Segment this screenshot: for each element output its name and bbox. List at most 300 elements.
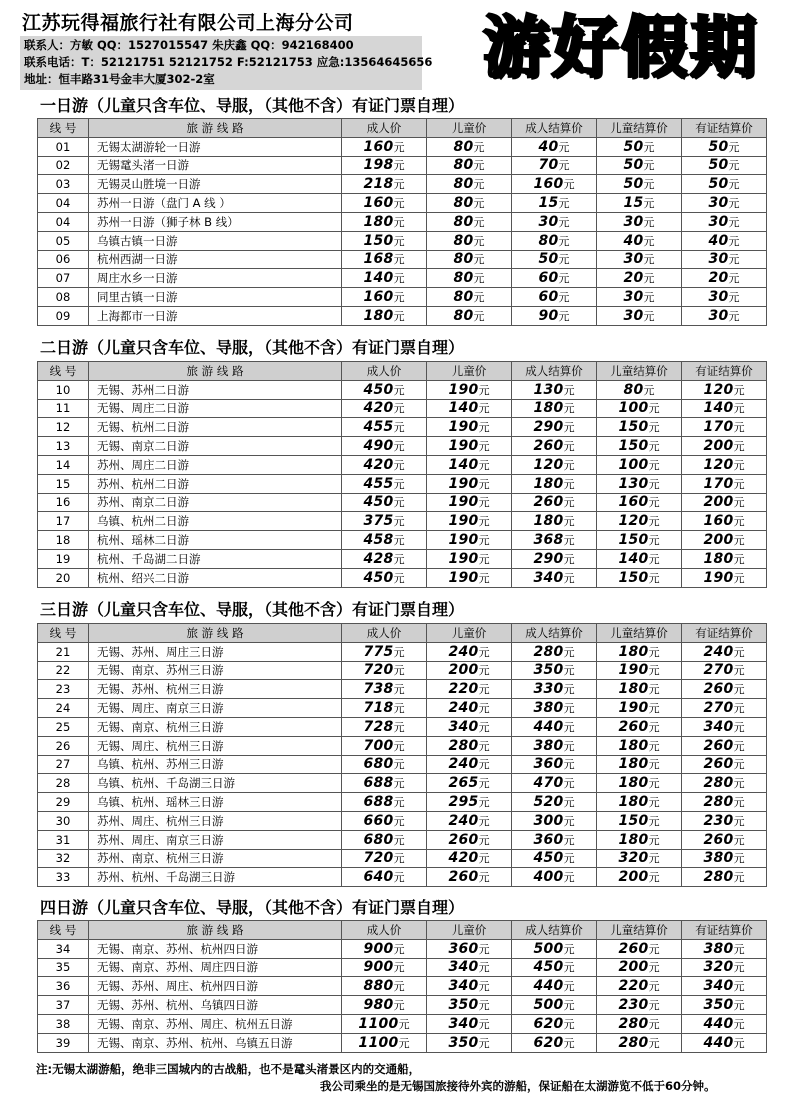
route-number: 18 (38, 531, 89, 550)
currency-unit: 元 (393, 140, 405, 154)
price-cell (427, 250, 512, 269)
price-cell (342, 306, 427, 325)
price-cell (342, 380, 427, 399)
price-cell (427, 774, 512, 793)
price-cell (597, 939, 682, 958)
currency-unit: 元 (478, 796, 490, 810)
currency-unit: 元 (478, 515, 490, 529)
column-header: 成人结算价 (512, 362, 597, 381)
currency-unit: 元 (643, 272, 655, 286)
currency-unit: 元 (563, 739, 575, 753)
currency-unit: 元 (733, 683, 745, 697)
price-value: 40 (708, 232, 729, 249)
price-cell (427, 474, 512, 493)
currency-unit: 元 (733, 739, 745, 753)
currency-unit: 元 (643, 215, 655, 229)
currency-unit: 元 (563, 383, 575, 397)
price-cell (342, 137, 427, 156)
price-cell (682, 512, 767, 531)
table-row (38, 512, 767, 531)
price-value: 428 (363, 550, 394, 567)
price-cell (427, 1033, 512, 1052)
price-value: 180 (533, 400, 564, 417)
table-row (38, 755, 767, 774)
price-cell (682, 531, 767, 550)
price-cell (342, 512, 427, 531)
price-cell (597, 568, 682, 587)
currency-unit: 元 (473, 253, 485, 267)
currency-unit: 元 (643, 197, 655, 211)
price-cell (682, 250, 767, 269)
price-value: 240 (448, 756, 479, 773)
route-name: 乌镇、杭州、苏州三日游 (89, 755, 342, 774)
currency-unit: 元 (733, 961, 745, 975)
price-cell (342, 568, 427, 587)
price-cell (427, 175, 512, 194)
price-cell (597, 288, 682, 307)
currency-unit: 元 (563, 1017, 575, 1031)
currency-unit: 元 (563, 942, 575, 956)
column-header: 线 号 (38, 362, 89, 381)
price-value: 190 (448, 438, 479, 455)
route-number: 39 (38, 1033, 89, 1052)
table-row (38, 736, 767, 755)
price-cell (512, 811, 597, 830)
route-name: 无锡、周庄二日游 (89, 399, 342, 418)
column-header: 儿童结算价 (597, 921, 682, 940)
price-value: 360 (533, 756, 564, 773)
currency-unit: 元 (733, 720, 745, 734)
price-value: 200 (618, 869, 649, 886)
price-cell (342, 680, 427, 699)
section-title-three-day: 三日游（儿童只含车位、导服，（其他不含）有证门票自理） (40, 600, 465, 619)
currency-unit: 元 (648, 702, 660, 716)
currency-unit: 元 (733, 796, 745, 810)
price-cell (427, 418, 512, 437)
price-value: 200 (703, 532, 734, 549)
currency-unit: 元 (478, 833, 490, 847)
currency-unit: 元 (558, 253, 570, 267)
table-row (38, 175, 767, 194)
route-number: 28 (38, 774, 89, 793)
price-value: 450 (533, 959, 564, 976)
price-value: 375 (363, 513, 394, 530)
price-cell (342, 493, 427, 512)
price-cell (427, 269, 512, 288)
route-number: 25 (38, 717, 89, 736)
price-value: 30 (708, 251, 729, 268)
currency-unit: 元 (648, 645, 660, 659)
route-number: 13 (38, 437, 89, 456)
price-cell (597, 830, 682, 849)
table-row (38, 437, 767, 456)
price-value: 900 (363, 940, 394, 957)
price-cell (597, 811, 682, 830)
currency-unit: 元 (478, 999, 490, 1013)
route-name: 苏州、南京二日游 (89, 493, 342, 512)
price-value: 450 (363, 494, 394, 511)
price-value: 150 (618, 812, 649, 829)
price-cell (427, 811, 512, 830)
route-number: 35 (38, 958, 89, 977)
price-cell (427, 437, 512, 456)
price-cell (427, 699, 512, 718)
price-cell (342, 958, 427, 977)
currency-unit: 元 (478, 645, 490, 659)
table-row (38, 642, 767, 661)
price-value: 120 (618, 513, 649, 530)
brand-logo: 游好假期 (483, 9, 759, 86)
price-cell (512, 418, 597, 437)
currency-unit: 元 (648, 942, 660, 956)
route-number: 22 (38, 661, 89, 680)
price-value: 320 (618, 850, 649, 867)
price-cell (597, 137, 682, 156)
currency-unit: 元 (643, 234, 655, 248)
price-cell (682, 288, 767, 307)
price-cell (427, 512, 512, 531)
price-cell (682, 418, 767, 437)
currency-unit: 元 (558, 159, 570, 173)
price-cell (342, 418, 427, 437)
currency-unit: 元 (648, 833, 660, 847)
price-value: 190 (703, 569, 734, 586)
route-number: 01 (38, 137, 89, 156)
column-header: 儿童价 (427, 624, 512, 643)
price-cell (512, 437, 597, 456)
price-cell (342, 811, 427, 830)
currency-unit: 元 (648, 458, 660, 472)
price-value: 170 (703, 475, 734, 492)
price-value: 30 (623, 289, 644, 306)
price-cell (512, 531, 597, 550)
price-value: 420 (448, 850, 479, 867)
currency-unit: 元 (393, 383, 405, 397)
route-number: 16 (38, 493, 89, 512)
price-value: 330 (533, 681, 564, 698)
route-name: 无锡、南京、杭州三日游 (89, 717, 342, 736)
price-value: 775 (363, 643, 394, 660)
currency-unit: 元 (728, 309, 740, 323)
currency-unit: 元 (393, 980, 405, 994)
currency-unit: 元 (478, 980, 490, 994)
currency-unit: 元 (563, 758, 575, 772)
column-header: 成人结算价 (512, 624, 597, 643)
price-value: 260 (703, 681, 734, 698)
price-value: 120 (703, 381, 734, 398)
route-name: 上海都市一日游 (89, 306, 342, 325)
price-cell (512, 288, 597, 307)
currency-unit: 元 (648, 852, 660, 866)
price-value: 80 (453, 289, 474, 306)
currency-unit: 元 (558, 197, 570, 211)
currency-unit: 元 (648, 421, 660, 435)
route-number: 17 (38, 512, 89, 531)
currency-unit: 元 (733, 999, 745, 1013)
price-cell (342, 474, 427, 493)
price-cell (512, 680, 597, 699)
currency-unit: 元 (648, 1017, 660, 1031)
currency-unit: 元 (648, 758, 660, 772)
currency-unit: 元 (558, 291, 570, 305)
price-cell (512, 137, 597, 156)
currency-unit: 元 (733, 664, 745, 678)
price-value: 190 (618, 662, 649, 679)
currency-unit: 元 (393, 942, 405, 956)
price-value: 380 (703, 940, 734, 957)
currency-unit: 元 (473, 309, 485, 323)
price-cell (342, 661, 427, 680)
currency-unit: 元 (648, 999, 660, 1013)
currency-unit: 元 (733, 980, 745, 994)
price-value: 150 (618, 532, 649, 549)
price-cell (427, 736, 512, 755)
currency-unit: 元 (643, 178, 655, 192)
route-name: 无锡、苏州、杭州、乌镇四日游 (89, 996, 342, 1015)
currency-unit: 元 (473, 272, 485, 286)
price-cell (427, 549, 512, 568)
price-value: 160 (618, 494, 649, 511)
price-value: 80 (453, 138, 474, 155)
price-value: 300 (533, 812, 564, 829)
table-row (38, 811, 767, 830)
price-cell (682, 156, 767, 175)
price-value: 265 (448, 775, 479, 792)
route-number: 04 (38, 194, 89, 213)
price-cell (512, 549, 597, 568)
price-value: 260 (533, 494, 564, 511)
currency-unit: 元 (393, 253, 405, 267)
currency-unit: 元 (478, 1017, 490, 1031)
table-row (38, 156, 767, 175)
table-row (38, 939, 767, 958)
currency-unit: 元 (733, 534, 745, 548)
currency-unit: 元 (478, 571, 490, 585)
currency-unit: 元 (393, 159, 405, 173)
price-cell (597, 977, 682, 996)
route-number: 34 (38, 939, 89, 958)
section-title-four-day: 四日游（儿童只含车位、导服，（其他不含）有证门票自理） (40, 898, 465, 917)
price-cell (597, 661, 682, 680)
route-name: 苏州、周庄、南京三日游 (89, 830, 342, 849)
route-name: 无锡、杭州二日游 (89, 418, 342, 437)
currency-unit: 元 (473, 178, 485, 192)
price-cell (682, 717, 767, 736)
price-cell (682, 774, 767, 793)
route-name: 无锡、周庄、南京三日游 (89, 699, 342, 718)
price-cell (512, 493, 597, 512)
currency-unit: 元 (648, 571, 660, 585)
price-value: 620 (533, 1034, 564, 1051)
table-row (38, 250, 767, 269)
price-value: 160 (533, 176, 564, 193)
price-cell (597, 958, 682, 977)
currency-unit: 元 (393, 777, 405, 791)
price-value: 40 (623, 232, 644, 249)
route-number: 32 (38, 849, 89, 868)
price-value: 450 (363, 569, 394, 586)
price-value: 80 (453, 213, 474, 230)
price-cell (682, 793, 767, 812)
price-value: 440 (703, 1034, 734, 1051)
route-number: 06 (38, 250, 89, 269)
table-row (38, 717, 767, 736)
price-value: 340 (448, 718, 479, 735)
price-cell (597, 996, 682, 1015)
price-cell (427, 288, 512, 307)
price-value: 30 (623, 307, 644, 324)
currency-unit: 元 (648, 496, 660, 510)
price-cell (427, 661, 512, 680)
price-value: 150 (618, 569, 649, 586)
currency-unit: 元 (393, 796, 405, 810)
table-row (38, 830, 767, 849)
price-cell (597, 399, 682, 418)
currency-unit: 元 (643, 140, 655, 154)
currency-unit: 元 (733, 552, 745, 566)
currency-unit: 元 (563, 833, 575, 847)
price-cell (512, 455, 597, 474)
currency-unit: 元 (478, 496, 490, 510)
price-cell (597, 1014, 682, 1033)
table-row (38, 868, 767, 887)
price-cell (427, 137, 512, 156)
route-number: 30 (38, 811, 89, 830)
price-value: 190 (618, 700, 649, 717)
price-cell (597, 1033, 682, 1052)
price-cell (427, 868, 512, 887)
price-cell (342, 849, 427, 868)
price-value: 15 (623, 195, 644, 212)
price-cell (427, 531, 512, 550)
price-value: 140 (703, 400, 734, 417)
currency-unit: 元 (398, 1036, 410, 1050)
column-header: 儿童价 (427, 119, 512, 138)
route-number: 29 (38, 793, 89, 812)
route-number: 24 (38, 699, 89, 718)
route-name: 苏州一日游（狮子林 B 线） (89, 212, 342, 231)
price-cell (427, 755, 512, 774)
price-cell (512, 212, 597, 231)
currency-unit: 元 (478, 758, 490, 772)
price-cell (597, 868, 682, 887)
price-cell (512, 194, 597, 213)
price-cell (512, 977, 597, 996)
currency-unit: 元 (648, 402, 660, 416)
price-value: 520 (533, 794, 564, 811)
route-name: 无锡、周庄、杭州三日游 (89, 736, 342, 755)
price-value: 340 (448, 978, 479, 995)
price-value: 360 (448, 940, 479, 957)
price-cell (597, 250, 682, 269)
price-cell (512, 736, 597, 755)
column-header: 有证结算价 (682, 119, 767, 138)
table-row (38, 958, 767, 977)
price-value: 440 (533, 978, 564, 995)
route-number: 23 (38, 680, 89, 699)
price-value: 450 (533, 850, 564, 867)
currency-unit: 元 (393, 178, 405, 192)
currency-unit: 元 (393, 720, 405, 734)
price-cell (342, 868, 427, 887)
price-cell (597, 793, 682, 812)
currency-unit: 元 (648, 515, 660, 529)
price-cell (597, 549, 682, 568)
currency-unit: 元 (728, 234, 740, 248)
table-three-day (37, 623, 767, 887)
table-row (38, 1033, 767, 1052)
table-two-day (37, 361, 767, 588)
price-value: 490 (363, 438, 394, 455)
route-name: 杭州、瑶林二日游 (89, 531, 342, 550)
currency-unit: 元 (558, 234, 570, 248)
price-value: 100 (618, 456, 649, 473)
price-value: 30 (538, 213, 559, 230)
price-value: 260 (618, 718, 649, 735)
price-value: 455 (363, 419, 394, 436)
price-value: 240 (448, 812, 479, 829)
currency-unit: 元 (393, 999, 405, 1013)
price-value: 70 (538, 157, 559, 174)
currency-unit: 元 (648, 796, 660, 810)
price-value: 160 (363, 195, 394, 212)
currency-unit: 元 (563, 402, 575, 416)
price-cell (512, 156, 597, 175)
table-row (38, 194, 767, 213)
table-row (38, 849, 767, 868)
price-cell (597, 418, 682, 437)
table-header-row (38, 119, 767, 138)
price-cell (342, 1014, 427, 1033)
price-value: 50 (708, 157, 729, 174)
price-value: 130 (618, 475, 649, 492)
price-cell (682, 455, 767, 474)
price-value: 340 (448, 1015, 479, 1032)
currency-unit: 元 (563, 871, 575, 885)
company-name: 江苏玩得福旅行社有限公司上海分公司 (22, 12, 354, 34)
price-value: 500 (533, 997, 564, 1014)
price-cell (342, 437, 427, 456)
currency-unit: 元 (558, 309, 570, 323)
route-name: 无锡、南京、苏州三日游 (89, 661, 342, 680)
contact-address: 地址：恒丰路31号金丰大厦302-2室 (24, 72, 215, 86)
price-value: 200 (703, 494, 734, 511)
price-value: 168 (363, 251, 394, 268)
route-name: 无锡、南京、苏州、杭州四日游 (89, 939, 342, 958)
price-value: 700 (363, 737, 394, 754)
route-name: 杭州西湖一日游 (89, 250, 342, 269)
currency-unit: 元 (648, 871, 660, 885)
column-header: 旅 游 线 路 (89, 921, 342, 940)
price-cell (682, 493, 767, 512)
currency-unit: 元 (648, 720, 660, 734)
price-value: 380 (533, 700, 564, 717)
price-cell (682, 699, 767, 718)
route-number: 19 (38, 549, 89, 568)
currency-unit: 元 (733, 833, 745, 847)
currency-unit: 元 (563, 777, 575, 791)
currency-unit: 元 (393, 234, 405, 248)
price-cell (342, 531, 427, 550)
route-number: 11 (38, 399, 89, 418)
price-value: 680 (363, 756, 394, 773)
price-value: 440 (533, 718, 564, 735)
price-value: 120 (533, 456, 564, 473)
currency-unit: 元 (393, 664, 405, 678)
price-cell (342, 793, 427, 812)
column-header: 旅 游 线 路 (89, 119, 342, 138)
price-cell (682, 868, 767, 887)
